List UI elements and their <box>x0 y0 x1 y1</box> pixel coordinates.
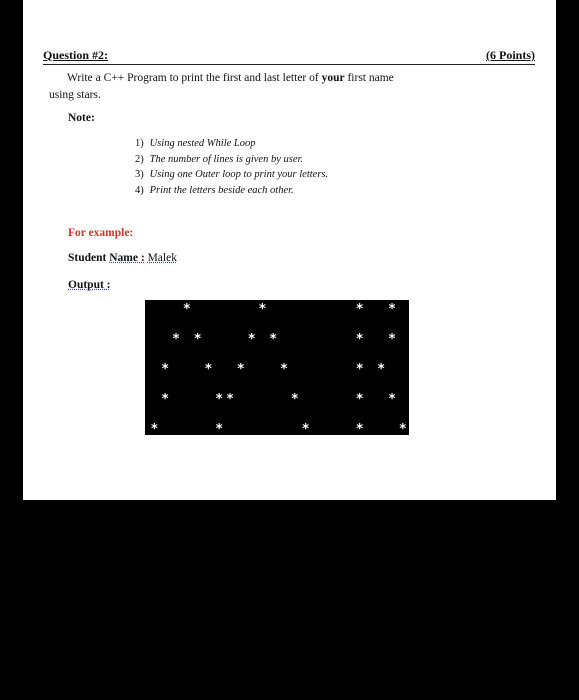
output-star: * <box>205 362 212 377</box>
output-star: * <box>172 332 180 347</box>
output-star: * <box>388 392 396 407</box>
prompt-text-bold: your <box>321 72 345 84</box>
document-page <box>23 0 556 500</box>
question-header <box>43 46 535 65</box>
note-item: 3) Using one Outer loop to print your letters. <box>135 169 329 180</box>
prompt-text-post: first name <box>344 72 394 84</box>
output-star: * <box>291 392 299 407</box>
student-name-line <box>68 252 177 264</box>
output-star: * <box>226 392 234 407</box>
output-console <box>145 300 409 435</box>
note-list <box>135 136 328 198</box>
note-label: Note: <box>68 112 95 124</box>
output-star: * <box>237 362 245 377</box>
output-star: * <box>280 362 288 377</box>
example-label: For example: <box>68 227 134 239</box>
output-star: * <box>269 332 277 347</box>
note-item: 2) The number of lines is given by user. <box>135 153 304 165</box>
output-star: * <box>161 392 169 407</box>
output-star: * <box>356 422 363 437</box>
output-star: * <box>161 362 169 377</box>
question-title: Question #2: <box>43 48 109 62</box>
output-star: * <box>183 302 191 317</box>
output-star: * <box>194 332 201 347</box>
output-star: * <box>215 422 223 437</box>
output-star: * <box>302 422 309 437</box>
output-star: * <box>215 392 223 407</box>
student-name-value: Malek <box>147 252 177 264</box>
student-label: Student Name : <box>68 252 145 264</box>
output-star: * <box>377 362 385 377</box>
output-star: * <box>399 422 407 437</box>
question-prompt <box>49 70 487 104</box>
output-star: * <box>259 302 266 317</box>
output-star: * <box>356 392 363 407</box>
question-points: (6 Points) <box>486 48 535 62</box>
output-star: * <box>356 362 363 377</box>
output-star: * <box>356 302 363 317</box>
note-item: 4) Print the letters beside each other. <box>135 184 294 196</box>
prompt-text-line2: using stars. <box>49 89 101 101</box>
output-star: * <box>356 332 363 347</box>
output-star: * <box>151 422 158 437</box>
note-item: 1) Using nested While Loop <box>135 138 256 149</box>
output-label: Output : <box>68 279 111 291</box>
output-star: * <box>388 302 396 317</box>
prompt-text-pre: Write a C++ Program to print the first and last letter of <box>67 72 322 84</box>
output-star: * <box>248 332 255 347</box>
output-star: * <box>388 332 396 347</box>
